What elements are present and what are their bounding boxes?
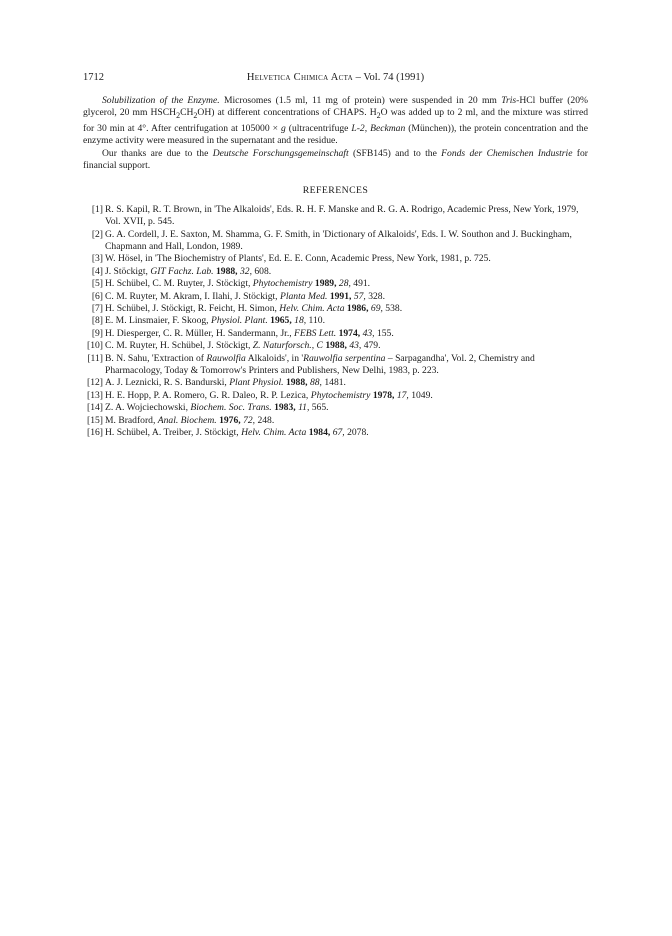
paragraph-solubilization: Solubilization of the Enzyme. Microsomes (1.5 ml, 11 mg of protein) were suspended in 20 mm Tris-HCl buffer (20% glycerol, 20 mm $HSCH_2CH_2OH$) at different concentrations of CHAPS. $H_2O$ was added up to 2 ml, and the mixture was stirred for 30 min at 4°. After centrifugation at 105000 × g (ultracentrifuge L-2, Beckman (München)), the protein concentration and the enzyme activity were measured in the supernatant and the residue. <box>83 95 589 147</box>
page-body <box>83 95 588 439</box>
reference-item: [2] G. A. Cordell, J. E. Saxton, M. Shamma, G. F. Smith, in 'Dictionary of Alkaloids', Eds. I. W. Southon and J. Buckingham, Chapmann and Hall, London, 1989. <box>91 228 572 252</box>
reference-item: [5] H. Schübel, C. M. Ruyter, J. Stöckigt, Phytochemistry 1989, 28, 491. <box>91 278 371 290</box>
journal-header: Helvetica Chimica Acta – Vol. 74 (1991) <box>246 72 425 83</box>
reference-item: [12] A. J. Leznicki, R. S. Bandurski, Plant Physiol. 1988, 88, 1481. <box>87 377 346 389</box>
reference-item: [16] H. Schübel, A. Treiber, J. Stöckigt, Helv. Chim. Acta 1984, 67, 2078. <box>87 427 369 439</box>
running-header <box>83 71 588 85</box>
paragraph-acknowledgements: Our thanks are due to the Deutsche Forschungsgemeinschaft (SFB145) and to the Fonds der Chemischen Industrie for financial support. <box>83 147 588 171</box>
journal-volume: Vol. 74 (1991) <box>363 72 425 83</box>
reference-item: [9] H. Diesperger, C. R. Müller, H. Sandermann, Jr., FEBS Lett. 1974, 43, 155. <box>91 327 394 339</box>
reference-item: [7] H. Schübel, J. Stöckigt, R. Feicht, H. Simon, Helv. Chim. Acta 1986, 69, 538. <box>91 303 403 314</box>
reference-item: [3] W. Hösel, in 'The Biochemistry of Plants', Ed. E. E. Conn, Academic Press, New York, 1981, p. 725. <box>91 253 491 265</box>
reference-item: [4] J. Stöckigt, GIT Fachz. Lab. 1988, 32, 608. <box>91 265 272 277</box>
journal-name: Helvetica Chimica Acta <box>246 72 354 83</box>
page-number: 1712 <box>83 72 104 83</box>
reference-list <box>83 204 588 440</box>
reference-item: [15] M. Bradford, Anal. Biochem. 1976, 72, 248. <box>87 414 275 426</box>
reference-item: [1] R. S. Kapil, R. T. Brown, in 'The Alkaloids', Eds. R. H. F. Manske and R. G. A. Rodrigo, Academic Press, New York, 1979, Vol. XVII, p. 545. <box>91 203 579 228</box>
reference-item: [13] H. E. Hopp, P. A. Romero, G. R. Daleo, R. P. Lezica, Phytochemistry 1978, 17, 1049. <box>87 389 433 401</box>
reference-item: [10] C. M. Ruyter, H. Schübel, J. Stöckigt, Z. Naturforsch., C 1988, 43, 479. <box>87 340 381 352</box>
reference-item: [8] E. M. Linsmaier, F. Skoog, Physiol. Plant. 1965, 18, 110. <box>91 315 325 327</box>
reference-item: [11] B. N. Sahu, 'Extraction of Rauwolfia Alkaloids', in 'Rauwolfia serpentina – Sarpagandha', Vol. 2, Chemistry and Pharmacology, Today & Tomorrow's Printers and Publishers, New Delhi, 1983, p. 223. <box>87 352 535 377</box>
reference-item: [14] Z. A. Wojciechowski, Biochem. Soc. Trans. 1983, 11, 565. <box>87 402 329 414</box>
reference-item: [6] C. M. Ruyter, M. Akram, I. Ilahi, J. Stöckigt, Planta Med. 1991, 57, 328. <box>91 290 385 302</box>
references-heading: REFERENCES <box>302 185 369 197</box>
